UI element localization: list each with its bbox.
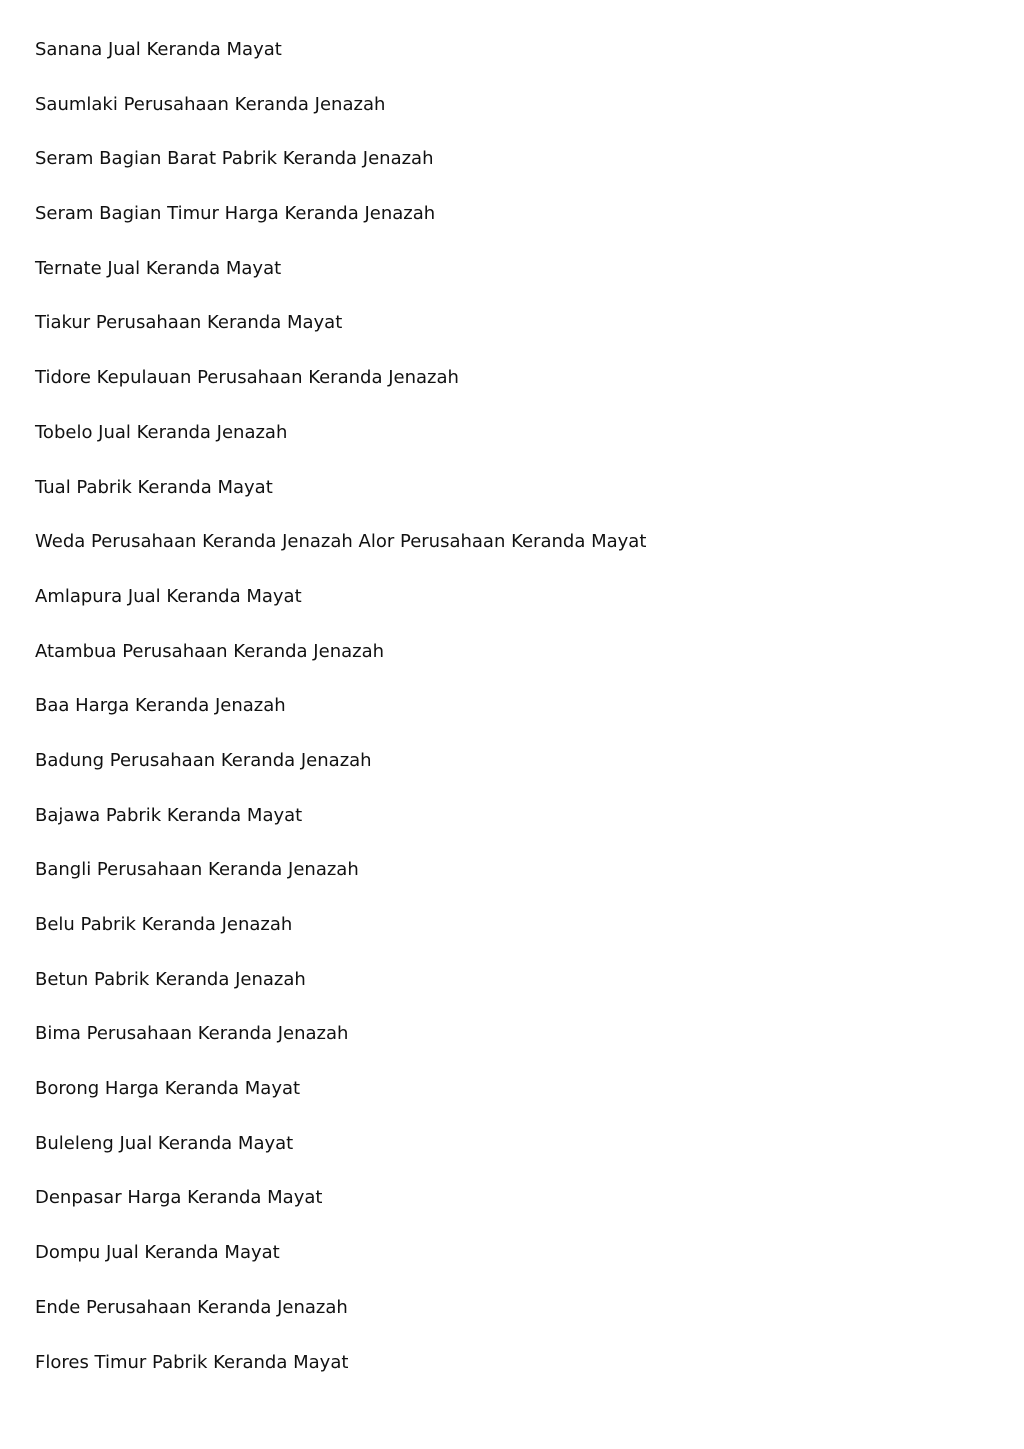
text-line: Weda Perusahaan Keranda Jenazah Alor Perusahaan Keranda Mayat — [35, 531, 647, 553]
text-line: Sanana Jual Keranda Mayat — [35, 39, 282, 60]
text-line: Denpasar Harga Keranda Mayat — [35, 1187, 323, 1209]
text-line: Flores Timur Pabrik Keranda Mayat — [35, 1351, 349, 1373]
text-line: Saumlaki Perusahaan Keranda Jenazah — [35, 93, 386, 115]
text-line: Seram Bagian Timur Harga Keranda Jenazah — [35, 203, 436, 225]
text-line: Buleleng Jual Keranda Mayat — [35, 1132, 294, 1154]
text-line: Seram Bagian Barat Pabrik Keranda Jenazah — [35, 148, 434, 170]
text-line: Dompu Jual Keranda Mayat — [35, 1242, 280, 1264]
text-line: Bangli Perusahaan Keranda Jenazah — [35, 859, 359, 881]
text-line: Borong Harga Keranda Mayat — [35, 1078, 301, 1100]
text-line: Tiakur Perusahaan Keranda Mayat — [35, 312, 343, 334]
text-line: Bajawa Pabrik Keranda Mayat — [35, 804, 303, 826]
text-line: Ende Perusahaan Keranda Jenazah — [35, 1296, 348, 1318]
text-line: Atambua Perusahaan Keranda Jenazah — [35, 640, 385, 662]
text-line: Betun Pabrik Keranda Jenazah — [35, 968, 306, 990]
text-line: Amlapura Jual Keranda Mayat — [35, 585, 302, 607]
text-line: Baa Harga Keranda Jenazah — [35, 695, 286, 717]
text-line: Tidore Kepulauan Perusahaan Keranda Jenazah — [35, 367, 459, 389]
text-line: Ternate Jual Keranda Mayat — [35, 257, 282, 279]
text-line: Badung Perusahaan Keranda Jenazah — [35, 749, 372, 771]
text-line: Tobelo Jual Keranda Jenazah — [35, 421, 288, 443]
text-line: Belu Pabrik Keranda Jenazah — [35, 914, 293, 935]
text-line: Tual Pabrik Keranda Mayat — [35, 476, 273, 498]
text-line-list — [35, 36, 995, 1403]
text-line: Bima Perusahaan Keranda Jenazah — [35, 1023, 349, 1045]
